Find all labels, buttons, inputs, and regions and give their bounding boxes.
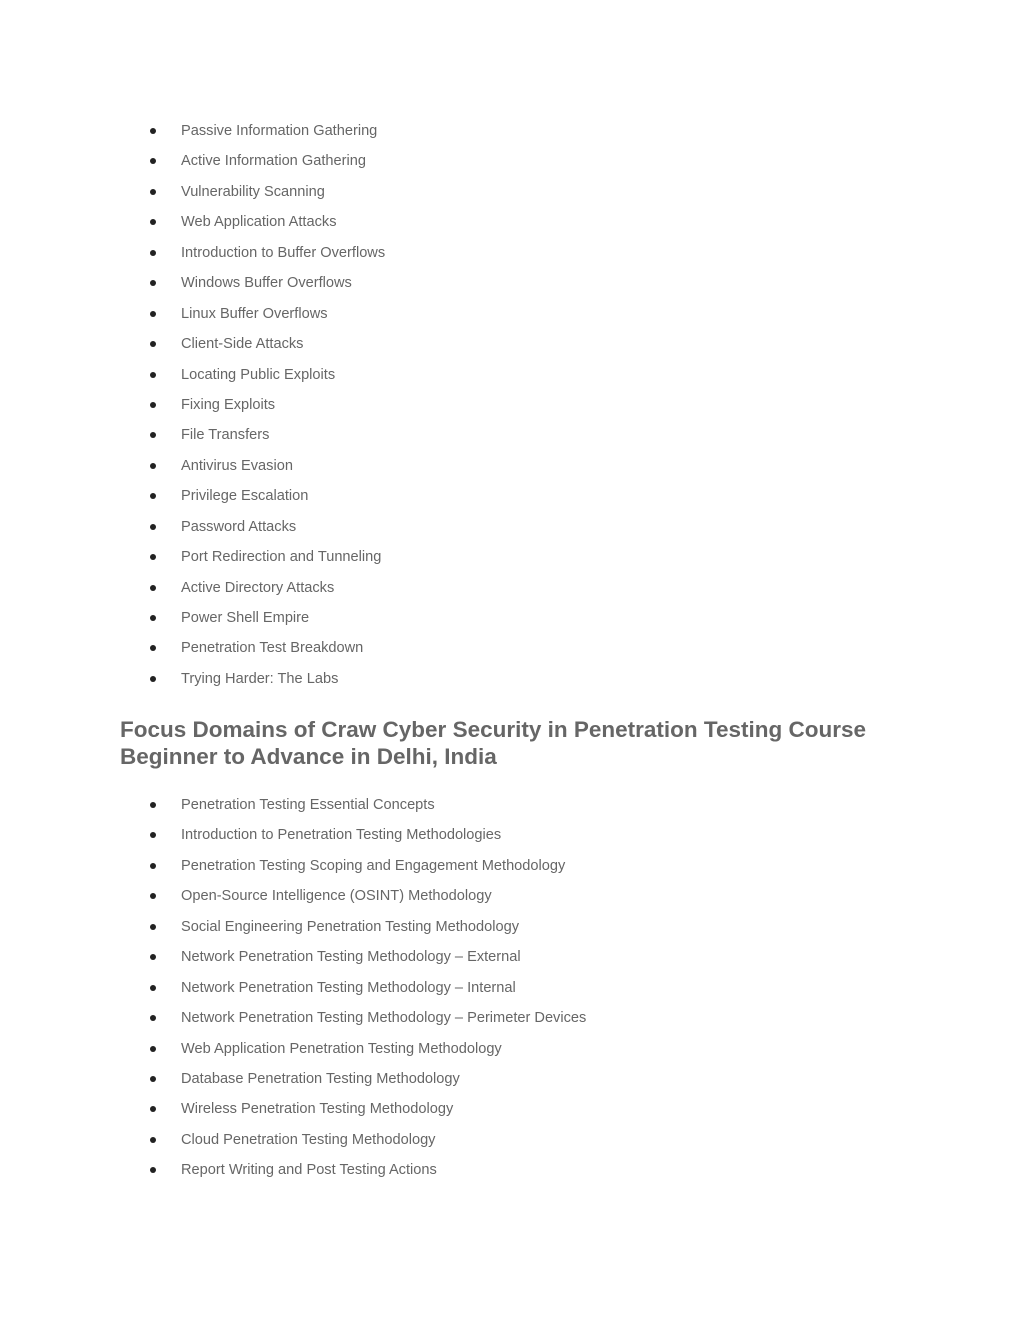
bullet-icon	[150, 645, 156, 651]
bullet-icon	[150, 985, 156, 991]
bullet-icon	[150, 280, 156, 286]
list-item-text: Client-Side Attacks	[181, 336, 304, 353]
list-item	[0, 121, 1024, 151]
bullet-icon	[150, 954, 156, 960]
list-item	[0, 182, 1024, 212]
list-item-text: File Transfers	[181, 427, 270, 444]
list-item-text: Report Writing and Post Testing Actions	[181, 1162, 437, 1179]
list-item	[0, 425, 1024, 455]
list-item-text: Penetration Testing Scoping and Engagement Methodology	[181, 857, 566, 874]
list-item	[0, 456, 1024, 486]
list-item	[0, 395, 1024, 425]
list-item-text: Active Directory Attacks	[181, 579, 335, 596]
list-item	[0, 273, 1024, 303]
list-item-text: Fixing Exploits	[181, 396, 276, 413]
list-item-text: Trying Harder: The Labs	[181, 670, 339, 687]
list-item-text: Wireless Penetration Testing Methodology	[181, 1101, 454, 1118]
list-item	[0, 886, 1024, 916]
list-item	[0, 1099, 1024, 1129]
list-item-text: Locating Public Exploits	[181, 366, 336, 383]
list-item-text: Penetration Test Breakdown	[181, 640, 364, 657]
bullet-icon	[150, 1015, 156, 1021]
bullet-icon	[150, 493, 156, 499]
list-item-text: Port Redirection and Tunneling	[181, 549, 382, 566]
list-item	[0, 917, 1024, 947]
section-heading: Focus Domains of Craw Cyber Security in Penetration Testing Course Beginner to Advance in Delhi, India	[120, 717, 866, 769]
bullet-icon	[150, 676, 156, 682]
bullet-icon	[150, 1046, 156, 1052]
list-item	[0, 638, 1024, 668]
list-item-text: Active Information Gathering	[181, 153, 366, 170]
list-item	[0, 978, 1024, 1008]
topics-list	[0, 121, 1024, 699]
list-item	[0, 547, 1024, 577]
list-item-text: Linux Buffer Overflows	[181, 305, 328, 322]
list-item	[0, 1160, 1024, 1190]
bullet-icon	[150, 615, 156, 621]
list-item-text: Passive Information Gathering	[181, 123, 378, 139]
bullet-icon	[150, 250, 156, 256]
bullet-icon	[150, 802, 156, 808]
list-item	[0, 1008, 1024, 1038]
bullet-icon	[150, 311, 156, 317]
list-item	[0, 1039, 1024, 1069]
bullet-icon	[150, 893, 156, 899]
list-item-text: Vulnerability Scanning	[181, 183, 325, 200]
bullet-icon	[150, 832, 156, 838]
list-item-text: Network Penetration Testing Methodology – Perimeter Devices	[181, 1010, 587, 1027]
list-item	[0, 365, 1024, 395]
focus-domains-list	[0, 795, 1024, 1191]
list-item	[0, 1130, 1024, 1160]
bullet-icon	[150, 863, 156, 869]
bullet-icon	[150, 402, 156, 408]
list-item-text: Web Application Penetration Testing Methodology	[181, 1040, 502, 1057]
bullet-icon	[150, 189, 156, 195]
list-item-text: Privilege Escalation	[181, 488, 309, 505]
list-item	[0, 578, 1024, 608]
list-item	[0, 486, 1024, 516]
bullet-icon	[150, 341, 156, 347]
list-item-text: Power Shell Empire	[181, 610, 310, 626]
bullet-icon	[150, 524, 156, 530]
list-item	[0, 856, 1024, 886]
list-item-text: Password Attacks	[181, 518, 297, 535]
list-item	[0, 795, 1024, 825]
list-item-text: Antivirus Evasion	[181, 457, 293, 474]
list-item	[0, 517, 1024, 547]
bullet-icon	[150, 554, 156, 560]
list-item-text: Introduction to Buffer Overflows	[181, 244, 386, 261]
bullet-icon	[150, 1137, 156, 1143]
list-item	[0, 151, 1024, 181]
list-item-text: Introduction to Penetration Testing Methodologies	[181, 827, 502, 844]
list-item	[0, 608, 1024, 638]
bullet-icon	[150, 924, 156, 930]
list-item	[0, 334, 1024, 364]
list-item	[0, 243, 1024, 273]
bullet-icon	[150, 463, 156, 469]
list-item-text: Web Application Attacks	[181, 214, 337, 231]
list-item-text: Network Penetration Testing Methodology – External	[181, 949, 521, 966]
list-item-text: Penetration Testing Essential Concepts	[181, 797, 435, 813]
list-item	[0, 947, 1024, 977]
list-item-text: Windows Buffer Overflows	[181, 275, 352, 292]
bullet-icon	[150, 1076, 156, 1082]
list-item-text: Open-Source Intelligence (OSINT) Methodology	[181, 888, 492, 905]
bullet-icon	[150, 432, 156, 438]
bullet-icon	[150, 1106, 156, 1112]
list-item	[0, 1069, 1024, 1099]
list-item	[0, 212, 1024, 242]
list-item-text: Social Engineering Penetration Testing Methodology	[181, 918, 520, 935]
list-item	[0, 825, 1024, 855]
bullet-icon	[150, 219, 156, 225]
bullet-icon	[150, 372, 156, 378]
list-item	[0, 304, 1024, 334]
bullet-icon	[150, 585, 156, 591]
bullet-icon	[150, 128, 156, 134]
bullet-icon	[150, 158, 156, 164]
list-item-text: Cloud Penetration Testing Methodology	[181, 1131, 436, 1148]
list-item-text: Network Penetration Testing Methodology – Internal	[181, 979, 516, 996]
list-item	[0, 669, 1024, 699]
list-item-text: Database Penetration Testing Methodology	[181, 1070, 460, 1087]
bullet-icon	[150, 1167, 156, 1173]
